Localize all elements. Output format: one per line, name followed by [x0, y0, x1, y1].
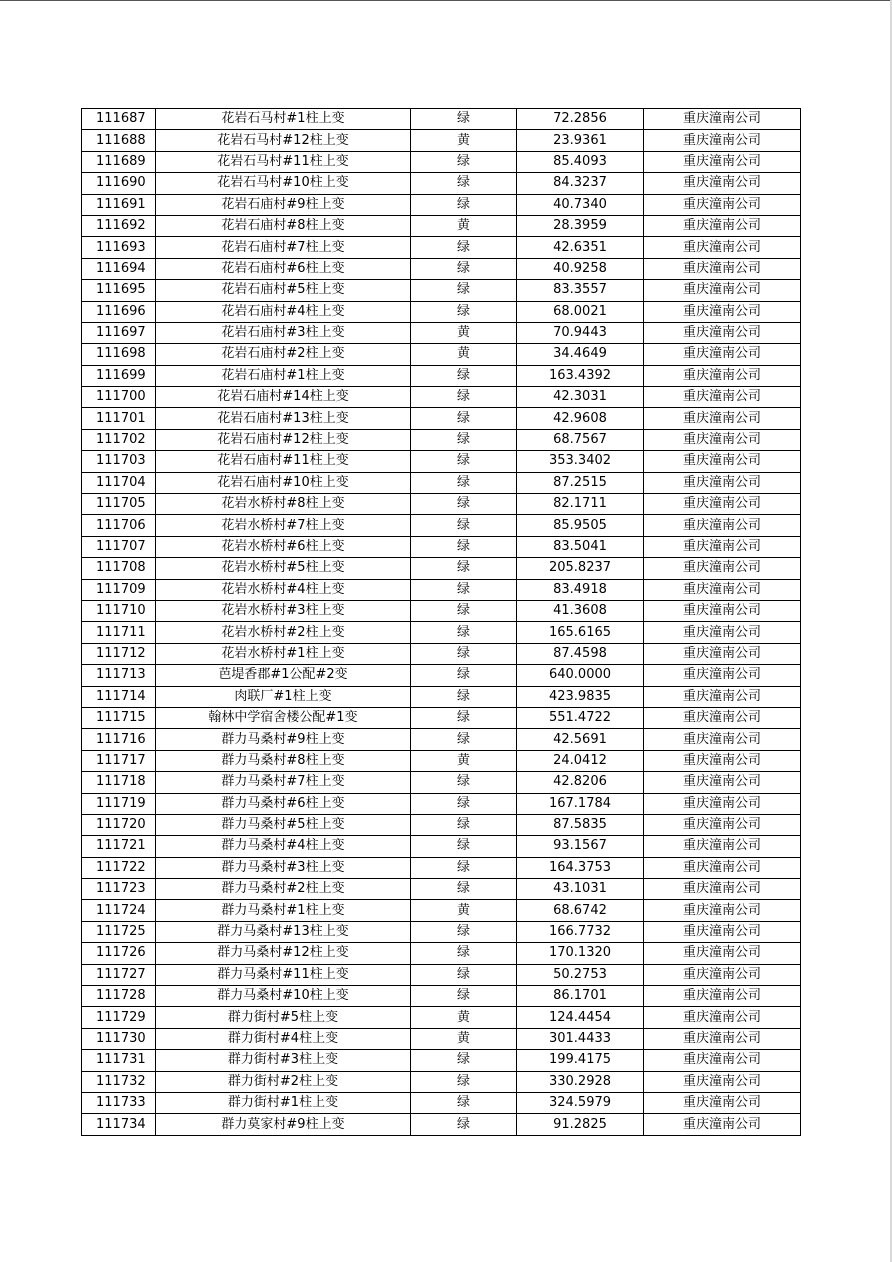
cell-status: 绿 [411, 793, 517, 814]
cell-id: 111722 [82, 857, 156, 878]
cell-company: 重庆潼南公司 [644, 1114, 801, 1135]
table-row [82, 301, 801, 322]
cell-name: 群力马桑村#6柱上变 [156, 793, 411, 814]
cell-company: 重庆潼南公司 [644, 301, 801, 322]
cell-company: 重庆潼南公司 [644, 472, 801, 493]
cell-name: 翰林中学宿舍楼公配#1变 [156, 707, 411, 728]
table-row [82, 857, 801, 878]
cell-company: 重庆潼南公司 [644, 408, 801, 429]
cell-name: 群力马桑村#13柱上变 [156, 921, 411, 942]
cell-id: 111705 [82, 494, 156, 515]
cell-name: 花岩石庙村#5柱上变 [156, 280, 411, 301]
table-row [82, 451, 801, 472]
cell-id: 111730 [82, 1028, 156, 1049]
cell-status: 绿 [411, 879, 517, 900]
cell-value: 42.5691 [517, 729, 644, 750]
cell-name: 花岩水桥村#8柱上变 [156, 494, 411, 515]
cell-value: 85.4093 [517, 151, 644, 172]
cell-status: 绿 [411, 558, 517, 579]
cell-id: 111715 [82, 707, 156, 728]
cell-value: 205.8237 [517, 558, 644, 579]
cell-value: 50.2753 [517, 964, 644, 985]
cell-name: 肉联厂#1柱上变 [156, 686, 411, 707]
cell-status: 绿 [411, 814, 517, 835]
cell-company: 重庆潼南公司 [644, 921, 801, 942]
cell-name: 群力街村#2柱上变 [156, 1071, 411, 1092]
cell-value: 85.9505 [517, 515, 644, 536]
cell-company: 重庆潼南公司 [644, 151, 801, 172]
cell-company: 重庆潼南公司 [644, 1050, 801, 1071]
cell-id: 111731 [82, 1050, 156, 1071]
cell-status: 绿 [411, 921, 517, 942]
cell-id: 111692 [82, 215, 156, 236]
cell-company: 重庆潼南公司 [644, 622, 801, 643]
cell-value: 34.4649 [517, 344, 644, 365]
cell-name: 花岩石庙村#12柱上变 [156, 429, 411, 450]
table-row [82, 173, 801, 194]
cell-value: 24.0412 [517, 750, 644, 771]
cell-id: 111699 [82, 365, 156, 386]
cell-status: 绿 [411, 772, 517, 793]
cell-name: 群力马桑村#5柱上变 [156, 814, 411, 835]
cell-name: 群力街村#1柱上变 [156, 1092, 411, 1113]
cell-company: 重庆潼南公司 [644, 494, 801, 515]
table-row [82, 344, 801, 365]
cell-name: 花岩石庙村#4柱上变 [156, 301, 411, 322]
table-row [82, 1071, 801, 1092]
cell-value: 70.9443 [517, 322, 644, 343]
cell-status: 黄 [411, 322, 517, 343]
cell-status: 绿 [411, 494, 517, 515]
cell-company: 重庆潼南公司 [644, 729, 801, 750]
cell-status: 黄 [411, 344, 517, 365]
table-row [82, 643, 801, 664]
cell-company: 重庆潼南公司 [644, 814, 801, 835]
cell-status: 黄 [411, 130, 517, 151]
table-row [82, 237, 801, 258]
cell-name: 群力莫家村#9柱上变 [156, 1114, 411, 1135]
cell-status: 绿 [411, 194, 517, 215]
cell-id: 111732 [82, 1071, 156, 1092]
cell-company: 重庆潼南公司 [644, 387, 801, 408]
cell-value: 87.4598 [517, 643, 644, 664]
cell-status: 绿 [411, 579, 517, 600]
cell-status: 绿 [411, 1071, 517, 1092]
cell-status: 绿 [411, 536, 517, 557]
cell-name: 群力马桑村#1柱上变 [156, 900, 411, 921]
table-row [82, 921, 801, 942]
table-row [82, 1007, 801, 1028]
table-row [82, 558, 801, 579]
cell-company: 重庆潼南公司 [644, 237, 801, 258]
cell-name: 群力马桑村#7柱上变 [156, 772, 411, 793]
table-row [82, 750, 801, 771]
cell-company: 重庆潼南公司 [644, 750, 801, 771]
cell-name: 花岩石马村#12柱上变 [156, 130, 411, 151]
cell-status: 绿 [411, 622, 517, 643]
cell-status: 绿 [411, 109, 517, 130]
cell-id: 111719 [82, 793, 156, 814]
cell-id: 111721 [82, 836, 156, 857]
cell-name: 花岩石马村#1柱上变 [156, 109, 411, 130]
cell-name: 花岩石庙村#7柱上变 [156, 237, 411, 258]
cell-status: 黄 [411, 750, 517, 771]
cell-value: 170.1320 [517, 943, 644, 964]
cell-value: 84.3237 [517, 173, 644, 194]
cell-name: 群力马桑村#2柱上变 [156, 879, 411, 900]
cell-company: 重庆潼南公司 [644, 365, 801, 386]
cell-company: 重庆潼南公司 [644, 857, 801, 878]
cell-status: 绿 [411, 964, 517, 985]
cell-name: 花岩石庙村#8柱上变 [156, 215, 411, 236]
table-row [82, 151, 801, 172]
cell-value: 42.3031 [517, 387, 644, 408]
cell-company: 重庆潼南公司 [644, 772, 801, 793]
cell-name: 群力马桑村#4柱上变 [156, 836, 411, 857]
table-row [82, 943, 801, 964]
cell-value: 82.1711 [517, 494, 644, 515]
cell-value: 83.3557 [517, 280, 644, 301]
cell-status: 绿 [411, 258, 517, 279]
table-body [82, 109, 801, 1136]
cell-company: 重庆潼南公司 [644, 964, 801, 985]
table-row [82, 622, 801, 643]
cell-value: 301.4433 [517, 1028, 644, 1049]
cell-name: 群力马桑村#10柱上变 [156, 986, 411, 1007]
cell-status: 绿 [411, 301, 517, 322]
cell-status: 绿 [411, 429, 517, 450]
table-row [82, 215, 801, 236]
cell-status: 绿 [411, 986, 517, 1007]
cell-status: 黄 [411, 215, 517, 236]
cell-id: 111733 [82, 1092, 156, 1113]
cell-status: 绿 [411, 451, 517, 472]
table-row [82, 686, 801, 707]
cell-value: 28.3959 [517, 215, 644, 236]
cell-company: 重庆潼南公司 [644, 686, 801, 707]
cell-id: 111720 [82, 814, 156, 835]
cell-value: 83.5041 [517, 536, 644, 557]
cell-status: 绿 [411, 237, 517, 258]
cell-company: 重庆潼南公司 [644, 707, 801, 728]
cell-id: 111704 [82, 472, 156, 493]
cell-company: 重庆潼南公司 [644, 130, 801, 151]
cell-id: 111724 [82, 900, 156, 921]
cell-company: 重庆潼南公司 [644, 258, 801, 279]
cell-status: 绿 [411, 1092, 517, 1113]
cell-value: 68.0021 [517, 301, 644, 322]
cell-status: 绿 [411, 515, 517, 536]
cell-name: 花岩水桥村#7柱上变 [156, 515, 411, 536]
table-row [82, 130, 801, 151]
cell-company: 重庆潼南公司 [644, 836, 801, 857]
cell-id: 111729 [82, 1007, 156, 1028]
cell-company: 重庆潼南公司 [644, 579, 801, 600]
cell-value: 551.4722 [517, 707, 644, 728]
cell-id: 111710 [82, 600, 156, 621]
cell-company: 重庆潼南公司 [644, 558, 801, 579]
cell-company: 重庆潼南公司 [644, 665, 801, 686]
cell-id: 111712 [82, 643, 156, 664]
table-row [82, 665, 801, 686]
table-row [82, 109, 801, 130]
table-row [82, 1050, 801, 1071]
cell-company: 重庆潼南公司 [644, 194, 801, 215]
cell-value: 166.7732 [517, 921, 644, 942]
cell-status: 绿 [411, 1114, 517, 1135]
cell-value: 87.2515 [517, 472, 644, 493]
cell-id: 111727 [82, 964, 156, 985]
cell-status: 绿 [411, 857, 517, 878]
cell-name: 花岩石庙村#6柱上变 [156, 258, 411, 279]
table-row [82, 814, 801, 835]
cell-name: 花岩石马村#11柱上变 [156, 151, 411, 172]
cell-name: 花岩石庙村#2柱上变 [156, 344, 411, 365]
cell-id: 111696 [82, 301, 156, 322]
cell-status: 绿 [411, 943, 517, 964]
cell-status: 黄 [411, 1028, 517, 1049]
cell-name: 群力马桑村#3柱上变 [156, 857, 411, 878]
cell-name: 芭堤香郡#1公配#2变 [156, 665, 411, 686]
cell-company: 重庆潼南公司 [644, 451, 801, 472]
cell-company: 重庆潼南公司 [644, 643, 801, 664]
cell-value: 165.6165 [517, 622, 644, 643]
cell-value: 330.2928 [517, 1071, 644, 1092]
table-row [82, 322, 801, 343]
table-row [82, 258, 801, 279]
cell-id: 111701 [82, 408, 156, 429]
cell-id: 111711 [82, 622, 156, 643]
cell-company: 重庆潼南公司 [644, 173, 801, 194]
cell-name: 群力街村#3柱上变 [156, 1050, 411, 1071]
cell-id: 111703 [82, 451, 156, 472]
table-row [82, 986, 801, 1007]
cell-company: 重庆潼南公司 [644, 1071, 801, 1092]
cell-id: 111706 [82, 515, 156, 536]
cell-value: 42.8206 [517, 772, 644, 793]
cell-id: 111713 [82, 665, 156, 686]
cell-name: 花岩石庙村#10柱上变 [156, 472, 411, 493]
cell-id: 111723 [82, 879, 156, 900]
cell-value: 86.1701 [517, 986, 644, 1007]
cell-status: 绿 [411, 408, 517, 429]
table-row [82, 900, 801, 921]
cell-name: 花岩水桥村#3柱上变 [156, 600, 411, 621]
cell-id: 111708 [82, 558, 156, 579]
cell-name: 花岩石庙村#9柱上变 [156, 194, 411, 215]
cell-company: 重庆潼南公司 [644, 1092, 801, 1113]
cell-id: 111726 [82, 943, 156, 964]
cell-status: 绿 [411, 280, 517, 301]
cell-company: 重庆潼南公司 [644, 280, 801, 301]
cell-id: 111734 [82, 1114, 156, 1135]
table-row [82, 408, 801, 429]
cell-id: 111728 [82, 986, 156, 1007]
cell-value: 68.7567 [517, 429, 644, 450]
table-row [82, 793, 801, 814]
table-row [82, 494, 801, 515]
cell-value: 83.4918 [517, 579, 644, 600]
cell-id: 111707 [82, 536, 156, 557]
cell-name: 花岩石庙村#14柱上变 [156, 387, 411, 408]
cell-value: 124.4454 [517, 1007, 644, 1028]
cell-value: 23.9361 [517, 130, 644, 151]
table-row [82, 472, 801, 493]
cell-name: 花岩石庙村#1柱上变 [156, 365, 411, 386]
cell-company: 重庆潼南公司 [644, 879, 801, 900]
cell-company: 重庆潼南公司 [644, 322, 801, 343]
cell-company: 重庆潼南公司 [644, 429, 801, 450]
cell-value: 163.4392 [517, 365, 644, 386]
cell-name: 花岩水桥村#2柱上变 [156, 622, 411, 643]
cell-id: 111690 [82, 173, 156, 194]
table-row [82, 1028, 801, 1049]
cell-status: 绿 [411, 600, 517, 621]
cell-company: 重庆潼南公司 [644, 600, 801, 621]
cell-value: 87.5835 [517, 814, 644, 835]
cell-name: 花岩石庙村#3柱上变 [156, 322, 411, 343]
table-row [82, 1114, 801, 1135]
table-row [82, 194, 801, 215]
cell-id: 111695 [82, 280, 156, 301]
cell-status: 绿 [411, 365, 517, 386]
table-row [82, 772, 801, 793]
cell-name: 花岩石庙村#11柱上变 [156, 451, 411, 472]
cell-value: 43.1031 [517, 879, 644, 900]
cell-company: 重庆潼南公司 [644, 943, 801, 964]
cell-id: 111689 [82, 151, 156, 172]
transformer-table [81, 108, 801, 1136]
table-row [82, 387, 801, 408]
cell-company: 重庆潼南公司 [644, 344, 801, 365]
cell-id: 111718 [82, 772, 156, 793]
table-row [82, 836, 801, 857]
cell-name: 群力街村#4柱上变 [156, 1028, 411, 1049]
table-row [82, 536, 801, 557]
cell-status: 绿 [411, 151, 517, 172]
cell-name: 群力马桑村#8柱上变 [156, 750, 411, 771]
cell-status: 绿 [411, 686, 517, 707]
cell-status: 绿 [411, 836, 517, 857]
cell-id: 111693 [82, 237, 156, 258]
cell-status: 绿 [411, 665, 517, 686]
cell-company: 重庆潼南公司 [644, 515, 801, 536]
table-row [82, 579, 801, 600]
cell-name: 花岩石庙村#13柱上变 [156, 408, 411, 429]
cell-company: 重庆潼南公司 [644, 215, 801, 236]
cell-name: 花岩水桥村#4柱上变 [156, 579, 411, 600]
table-row [82, 515, 801, 536]
cell-id: 111716 [82, 729, 156, 750]
cell-value: 167.1784 [517, 793, 644, 814]
cell-id: 111698 [82, 344, 156, 365]
cell-value: 91.2825 [517, 1114, 644, 1135]
cell-value: 40.9258 [517, 258, 644, 279]
cell-id: 111714 [82, 686, 156, 707]
cell-company: 重庆潼南公司 [644, 109, 801, 130]
cell-value: 72.2856 [517, 109, 644, 130]
cell-value: 41.3608 [517, 600, 644, 621]
cell-value: 423.9835 [517, 686, 644, 707]
cell-status: 绿 [411, 387, 517, 408]
table-row [82, 600, 801, 621]
cell-status: 黄 [411, 1007, 517, 1028]
cell-company: 重庆潼南公司 [644, 793, 801, 814]
table-row [82, 280, 801, 301]
cell-company: 重庆潼南公司 [644, 986, 801, 1007]
cell-status: 绿 [411, 472, 517, 493]
cell-status: 绿 [411, 729, 517, 750]
cell-value: 353.3402 [517, 451, 644, 472]
cell-status: 黄 [411, 900, 517, 921]
cell-status: 绿 [411, 173, 517, 194]
cell-value: 199.4175 [517, 1050, 644, 1071]
page-top-border [0, 0, 892, 1]
cell-name: 花岩石马村#10柱上变 [156, 173, 411, 194]
table-row [82, 729, 801, 750]
cell-id: 111702 [82, 429, 156, 450]
cell-id: 111697 [82, 322, 156, 343]
cell-id: 111688 [82, 130, 156, 151]
cell-id: 111725 [82, 921, 156, 942]
cell-status: 绿 [411, 643, 517, 664]
cell-status: 绿 [411, 707, 517, 728]
cell-value: 164.3753 [517, 857, 644, 878]
cell-name: 群力马桑村#9柱上变 [156, 729, 411, 750]
cell-name: 花岩水桥村#1柱上变 [156, 643, 411, 664]
cell-value: 42.6351 [517, 237, 644, 258]
table-row [82, 1092, 801, 1113]
table-row [82, 365, 801, 386]
cell-value: 324.5979 [517, 1092, 644, 1113]
cell-id: 111694 [82, 258, 156, 279]
cell-company: 重庆潼南公司 [644, 536, 801, 557]
cell-id: 111700 [82, 387, 156, 408]
table-row [82, 707, 801, 728]
cell-name: 群力马桑村#12柱上变 [156, 943, 411, 964]
table-row [82, 964, 801, 985]
cell-status: 绿 [411, 1050, 517, 1071]
cell-id: 111691 [82, 194, 156, 215]
cell-value: 93.1567 [517, 836, 644, 857]
cell-id: 111717 [82, 750, 156, 771]
cell-company: 重庆潼南公司 [644, 1007, 801, 1028]
cell-name: 花岩水桥村#5柱上变 [156, 558, 411, 579]
cell-name: 群力街村#5柱上变 [156, 1007, 411, 1028]
table-row [82, 429, 801, 450]
cell-value: 640.0000 [517, 665, 644, 686]
cell-company: 重庆潼南公司 [644, 900, 801, 921]
cell-value: 40.7340 [517, 194, 644, 215]
cell-company: 重庆潼南公司 [644, 1028, 801, 1049]
cell-id: 111687 [82, 109, 156, 130]
cell-value: 42.9608 [517, 408, 644, 429]
cell-id: 111709 [82, 579, 156, 600]
cell-name: 群力马桑村#11柱上变 [156, 964, 411, 985]
cell-value: 68.6742 [517, 900, 644, 921]
cell-name: 花岩水桥村#6柱上变 [156, 536, 411, 557]
table-row [82, 879, 801, 900]
